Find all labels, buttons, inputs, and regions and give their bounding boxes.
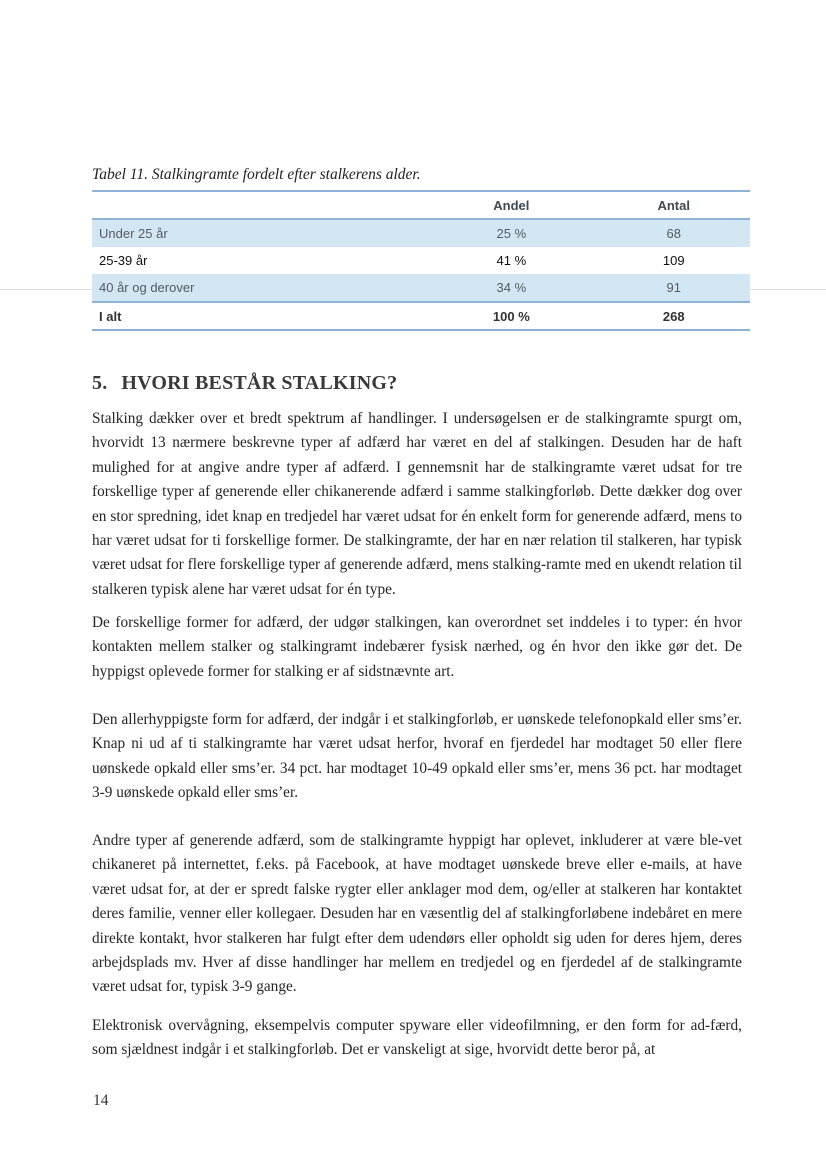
table-header-row <box>92 192 750 218</box>
section-number: 5. <box>92 372 108 394</box>
table-total-row <box>92 303 750 329</box>
section-heading <box>92 372 397 395</box>
header-andel: Andel <box>493 197 530 213</box>
header-antal: Antal <box>657 197 690 213</box>
total-andel: 100 % <box>492 308 530 324</box>
paragraph-3: Den allerhyppigste form for adfærd, der indgår i et stalkingforløb, er uønskede telefonopkald eller sms’er. Knap ni ud af ti stalkingramte har været udsat herfor, hvoraf en fjerdedel har modtaget 50 eller flere uønskede opkald eller sms’er. 34 pct. har modtaget 10-49 opkald eller sms’er, mens 36 pct. har modtaget 3-9 uønskede opkald eller sms’er. <box>92 711 742 802</box>
table-row <box>92 247 750 274</box>
table-row <box>92 274 750 301</box>
table-bottom-rule <box>92 329 750 331</box>
row-label: 40 år og derover <box>99 280 195 295</box>
total-antal: 268 <box>662 308 685 324</box>
total-label: I alt <box>99 308 122 324</box>
paragraph-1: Stalking dækker over et bredt spektrum af handlinger. I undersøgelsen er de stalkingramte spurgt om, hvorvidt 13 nærmere beskrevne typer af adfærd har været en del af stalkingen. Desuden har de haft mulighed for at angive andre typer af adfærd. I gennemsnit har de stalkingramte været udsat for tre forskellige typer af generende eller chikanerende adfærd i samme stalkingforløb. Dette dækker dog over en stor spredning, idet knap en tredjedel har været udsat for én enkelt form for generende adfærd, mens to har været udsat for ti forskellige former. De stalkingramte, der har en nær relation til stalkeren, har typisk været udsat for flere forskellige typer af generende adfærd, mens stalking-ramte med en ukendt relation til stalkeren typisk alene har været udsat for én type. <box>92 410 742 598</box>
age-distribution-table <box>92 190 750 331</box>
row-label: Under 25 år <box>99 226 168 241</box>
row-andel: 34 % <box>496 280 527 295</box>
paragraph-2: De forskellige former for adfærd, der udgør stalkingen, kan overordnet set inddeles i to typer: én hvor kontakten mellem stalker og stalkingramt indebærer fysisk nærhed, og én hvor den ikke gør det. De hyppigst oplevede former for stalking er af sidstnævnte art. <box>92 614 742 680</box>
section-title: HVORI BESTÅR STALKING? <box>121 372 398 394</box>
row-antal: 109 <box>662 253 685 268</box>
row-label: 25-39 år <box>99 253 148 268</box>
row-antal: 91 <box>666 280 681 295</box>
table-caption: Tabel 11. Stalkingramte fordelt efter stalkerens alder. <box>92 166 421 183</box>
page-number: 14 <box>93 1092 109 1109</box>
table-row <box>92 220 750 247</box>
row-antal: 68 <box>666 226 681 241</box>
paragraph-5: Elektronisk overvågning, eksempelvis computer spyware eller videofilmning, er den form for ad-færd, som sjældnest indgår i et stalkingforløb. Det er vanskeligt at sige, hvorvidt dette beror på, at <box>92 1017 742 1059</box>
row-andel: 25 % <box>496 226 527 241</box>
paragraph-4: Andre typer af generende adfærd, som de stalkingramte hyppigt har oplevet, inkluderer at være ble-vet chikaneret på internettet, f.eks. på Facebook, at have modtaget uønskede breve eller e-mails, at have været udsat for, at der er spredt falske rygter eller anklager mod dem, og/eller at stalkeren har kontaktet deres familie, venner eller kollegaer. Desuden har en væsentlig del af stalkingforløbene indebåret en mere direkte kontakt, hvor stalkeren har fulgt efter dem udendørs eller opholdt sig uden for deres hjem, deres arbejdsplads mv. Hver af disse handlinger har mellem en tredjedel og en fjerdedel af de stalkingramte været udsat for, typisk 3-9 gange. <box>92 832 742 996</box>
row-andel: 41 % <box>496 253 527 268</box>
